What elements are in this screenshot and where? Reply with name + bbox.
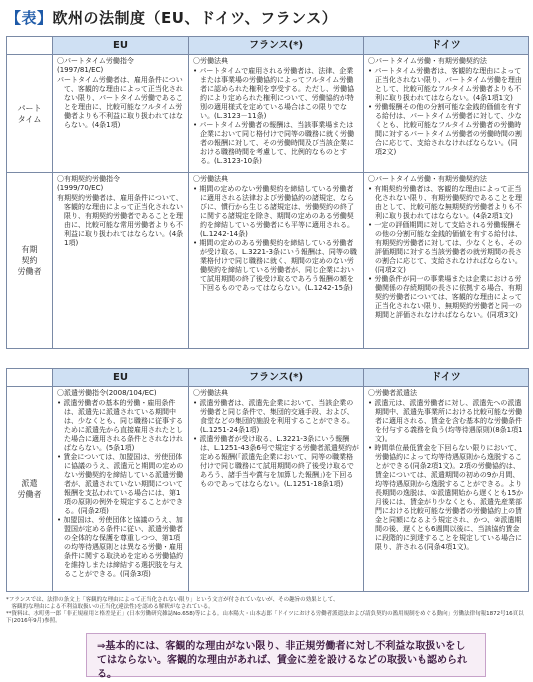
title-text: 欧州の法制度（EU、ドイツ、フランス）: [52, 9, 338, 27]
list-item: • 有期契約労働者は、客観的な理由によって正当化されない限り、有期労働契約であることを理由として、比較可能な無期契約労働者よりも不利に取り扱われてはならない。(4条2項1文): [368, 185, 522, 220]
list-item: • 一定の評価期間に対して支給される労働報酬その他の分割可能な金銭的価値を有する給付は、有期契約労働者に対しては、少なくとも、その評価期間に対する当該労働者の就労期間の長さの割合に応じて、支給されなければならない。(同項2文): [368, 221, 522, 274]
table-parttime-fixedterm: [6, 36, 529, 349]
list-item: • 期間の定めのない労働契約を締結している労働者に適用される法律および労働協約の諸規定、ならびに、慣行から生じる諸規定は、労働契約の終了に関する諸規定を除き、期間の定めのある労働契約を締結している労働者にも平等に適用される。(L.1242-14条): [193, 185, 354, 238]
header-germany: ドイツ: [364, 37, 529, 55]
header-france: フランス(*): [189, 369, 364, 387]
footnotes: [6, 597, 528, 625]
list-item: • 賃金については、加盟国は、労使団体に協議のうえ、派遣元と期間の定めのない労働契約を締結している派遣労働者が、派遣されていない期間について報酬を支払われている場合には、第1項の原則の例外を規定することができる。(同条2項): [57, 453, 184, 515]
law-name: 〇有期契約労働指令 (1999/70/EC): [57, 175, 120, 192]
cell-eu-fixedterm: [53, 173, 189, 349]
footnote: *フランスでは、法律の条文上「客観的な理由によって正当化されない限り」という文言が付されていないが、その趣旨の効果として、: [6, 597, 339, 603]
list-item: • 期間の定めのある労働契約を締結している労働者が受け取る、L.3221-3条にいう報酬は、同等の職業格付けで同じ職務に就く、期間の定めのない労働契約を締結している労働者が、同じ企業において試用期間の終了後受け取るであろう報酬の額を下回るものであってはならない。(L.1242-15条): [193, 239, 357, 292]
header-france: フランス(*): [189, 37, 364, 55]
law-name: 〇派遣労働指令(2008/104/EC): [57, 389, 157, 397]
table-row: [7, 55, 529, 173]
header-corner: [7, 369, 53, 387]
header-eu: EU: [53, 369, 189, 387]
table-row: [7, 387, 529, 592]
list-item: • 加盟国は、労使団体と協議のうえ、加盟国が定める条件に従い、派遣労働者の全体的な保護を尊重しつつ、第1項の均等待遇原則とは異なる労働・雇用条件に関する取決めを定める労働協約を維持しまたは締結する選択肢を与えることができる。(同条3項): [57, 516, 183, 578]
page-title: [6, 6, 526, 30]
list-item: • 労働報酬その他の分割可能な金銭的価値を有する給付は、パートタイム労働者に対して、少なくとも、比較可能なフルタイム労働者の労働時間に対するパートタイム労働者の労働時間の割合に応じて、支給されなければならない。(同項2文): [368, 103, 522, 156]
cell-france-dispatch: [189, 387, 364, 592]
law-name: 〇パートタイム労働・有期労働契約法: [368, 175, 487, 183]
title-bracket: 【表】: [6, 9, 53, 27]
header-germany: ドイツ: [364, 369, 529, 387]
cell-france-fixedterm: [189, 173, 364, 349]
law-name: 〇労働者派遣法: [368, 389, 417, 397]
cell-germany-fixedterm: [364, 173, 529, 349]
table-row: [7, 173, 529, 349]
law-name: 〇労働法典: [193, 175, 228, 183]
cell-france-parttime: [189, 55, 364, 173]
cell-germany-parttime: [364, 55, 529, 173]
footnote: **資料は、水町勇一郎「非正規雇用と格差是正」(日本労働研究雑誌No.658)等による。山本陽大・山本志郎「ドイツにおける労働者派遣法および請負契約の濫用規制をめぐる動向」労働法律旬報1872号16頁以下(2016年9月)参照。: [6, 611, 524, 624]
list-item: • パートタイム労働者は、客観的な理由によって正当化されない限り、パートタイム労働を理由として、比較可能なフルタイム労働者よりも不利に取り扱われてはならない。(4条1項1文): [368, 67, 522, 102]
row-label-fixedterm: 有期 契約 労働者: [7, 173, 53, 349]
list-item: 有期契約労働者は、雇用条件について、客観的な理由によって正当化されない限り、有期契約労働者であることを理由に、比較可能な常用労働者よりも不利益に取り扱われてはならない。(4条1項): [57, 194, 184, 247]
law-name: 〇労働法典: [193, 389, 228, 397]
law-name: 〇パートタイム労働・有期労働契約法: [368, 57, 487, 65]
cell-eu-dispatch: [53, 387, 189, 592]
law-name: 〇労働法典: [193, 57, 228, 65]
table-header-row: [7, 37, 529, 55]
list-item: • 派遣労働者の基本的労働・雇用条件は、派遣先に派遣されている期間中は、少なくとも、同じ職務に従事するために派遣先から直接雇用されたとした場合に適用される条件とされなければならない。(5条1項): [57, 399, 183, 452]
list-item: • 派遣元は、派遣労働者に対し、派遣先への派遣期間中、派遣先事業所における比較可能な労働者に適用される、賃金を含む基本的な労働条件を付与する義務を負う(均等待遇原則)(8条1項1文)。: [368, 399, 523, 443]
row-label-dispatch: 派遣 労働者: [7, 387, 53, 592]
table-dispatch: [6, 368, 529, 592]
list-item: • パートタイム労働者の報酬は、当該事業場または企業において同じ格付けで同等の職務に就く労働者の報酬に対して、その労働時間及び当該企業における職務時間を考慮して、比例的なものとする。(L.3123-10条): [193, 121, 354, 165]
list-item: • 派遣労働者は、派遣先企業において、当該企業の労働者と同じ条件で、集団的交通手段、および、食堂などの集団的施設を利用することができる。(L.1251-24条1項): [193, 399, 354, 434]
row-label-parttime: パート タイム: [7, 55, 53, 173]
list-item: • 時間単位最低賃金を下回らない限りにおいて、労働協約によって均等待遇原則から逸脱することができる(同条2項1文)。2項の労働協約は、賃金については、派遣期間の初めの9か月間、均等待遇原則から逸脱することができる。より長期間の逸脱は、①派遣開始から遅くとも15か月後には、賃金がり少なくとも、派遣先産業部門における比較可能な労働者の労働協約上の賃金と同額になるよう規定され、かつ、②派遣期間の後、遅くとも6週間以後に、当該協約賃金に段階的に到達することを規定している場合に限り、許される(同条4項1文)。: [368, 444, 524, 551]
cell-germany-dispatch: [364, 387, 529, 592]
list-item: • パートタイムで雇用される労働者は、法律、企業または事業場の労働協約によってフルタイム労働者に認められた権利を享受する。ただし、労働協約により定められた権利について、労働協約が特別の適用様式を定めている場合はこの限りでない。(L.3123－11条): [193, 67, 354, 120]
list-item: • 労働条件が同一の事業場または企業における労働関係の存続期間の長さに依拠する場合、有期契約労働者については、客観的な理由によって正当化されない限り、無期契約労働者と同一の期間と評価されなければならない。(同項3文): [368, 275, 522, 319]
conclusion-box: ⇒基本的には、客観的な理由がない限り、非正規労働者に対し不利益な取扱いをしてはならない。客観的な理由があれば、賃金に差を設けるなどの取扱いも認められる。: [86, 633, 486, 677]
cell-eu-parttime: [53, 55, 189, 173]
list-item: • 派遣労働者が受け取る、L.3221-3条にいう報酬は、L.1251-43条6号で規定する労働者派遣契約が定める報酬(「派遣先企業において、同等の職業格付けで同じ職務にて試用期間の終了後受け取るであろう、諸手当や賞与を加算した報酬」)を下回るものであってはならない。(L.1251-18条1項): [193, 435, 359, 488]
footnote: 客観的な理由による不利益取扱いの正当化(違法性)を認める解釈がなされている。: [6, 604, 214, 610]
header-eu: EU: [53, 37, 189, 55]
table-header-row: [7, 369, 529, 387]
header-corner: [7, 37, 53, 55]
list-item: パートタイム労働者は、雇用条件について、客観的な理由によって正当化されない限り、パートタイム労働であることを理由に、比較可能なフルタイム労働者よりも不利益に取り扱われてはならない。(4条1項): [57, 76, 183, 129]
law-name: 〇パートタイム労働指令 (1997/81/EC): [57, 57, 134, 74]
